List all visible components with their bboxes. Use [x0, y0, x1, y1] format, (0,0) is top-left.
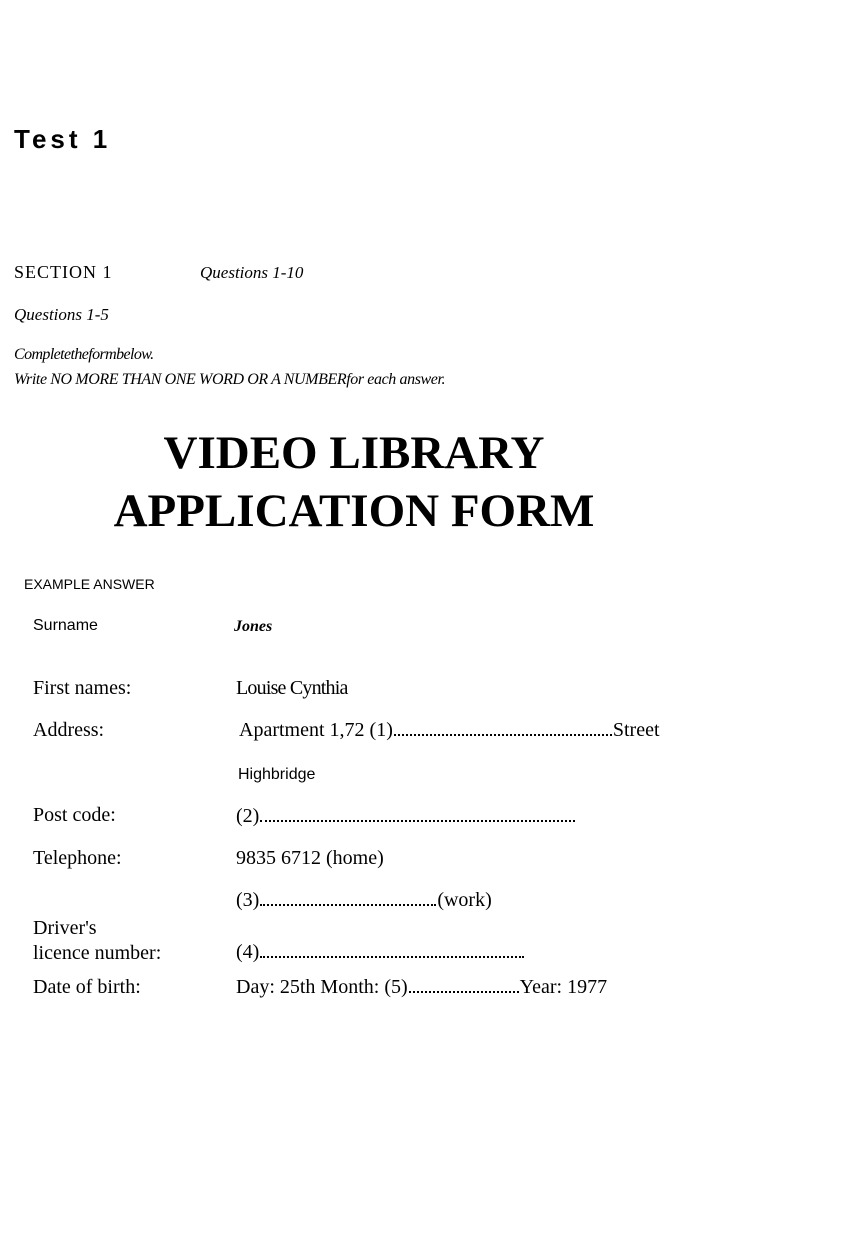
answer-blank-4[interactable] [260, 942, 524, 958]
telephone-work-suffix: (work) [437, 889, 492, 911]
section-label: SECTION 1 [14, 262, 113, 282]
instruction-line-2: Write NO MORE THAN ONE WORD OR A NUMBERfor each answer. [14, 371, 446, 388]
address-line-1 [239, 719, 660, 742]
surname-value: Jones [234, 618, 273, 635]
post-code-line [236, 805, 576, 828]
post-code-label: Post code: [33, 804, 116, 826]
licence-label-line-1: Driver's [33, 917, 97, 939]
first-names-label: First names: [33, 677, 132, 699]
address-suffix: Street [612, 719, 660, 741]
section-questions: Questions 1-10 [200, 263, 304, 282]
instruction-line-1: Completetheformbelow. [14, 346, 154, 363]
form-title-line-2: APPLICATION FORM [113, 485, 595, 537]
dob-suffix: Year: 1977 [519, 976, 608, 998]
licence-label-line-2: licence number: [33, 942, 162, 964]
form-title [0, 424, 708, 540]
licence-label [33, 916, 161, 966]
licence-prefix: (4) [236, 941, 260, 963]
test-title: Test 1 [14, 124, 112, 154]
first-names-value: Louise Cynthia [236, 677, 348, 699]
answer-blank-3[interactable] [260, 890, 436, 906]
address-line-2: Highbridge [238, 766, 316, 783]
dob-line [236, 976, 607, 999]
dob-prefix: Day: 25th Month: (5) [236, 976, 408, 998]
telephone-work-line [236, 889, 492, 912]
answer-blank-2[interactable] [260, 806, 575, 822]
questions-range: Questions 1-5 [14, 305, 109, 324]
telephone-work-prefix: (3) [236, 889, 260, 911]
address-label: Address: [33, 719, 105, 741]
form-title-line-1: VIDEO LIBRARY [163, 427, 545, 479]
licence-line [236, 941, 525, 964]
example-label: EXAMPLE ANSWER [24, 576, 155, 592]
address-prefix: Apartment 1,72 (1) [239, 719, 393, 741]
post-code-prefix: (2) [236, 805, 260, 827]
telephone-label: Telephone: [33, 847, 122, 869]
surname-label: Surname [33, 617, 98, 634]
answer-blank-5[interactable] [409, 977, 519, 993]
answer-blank-1[interactable] [394, 720, 612, 736]
dob-label: Date of birth: [33, 976, 141, 998]
telephone-home: 9835 6712 (home) [236, 847, 384, 869]
